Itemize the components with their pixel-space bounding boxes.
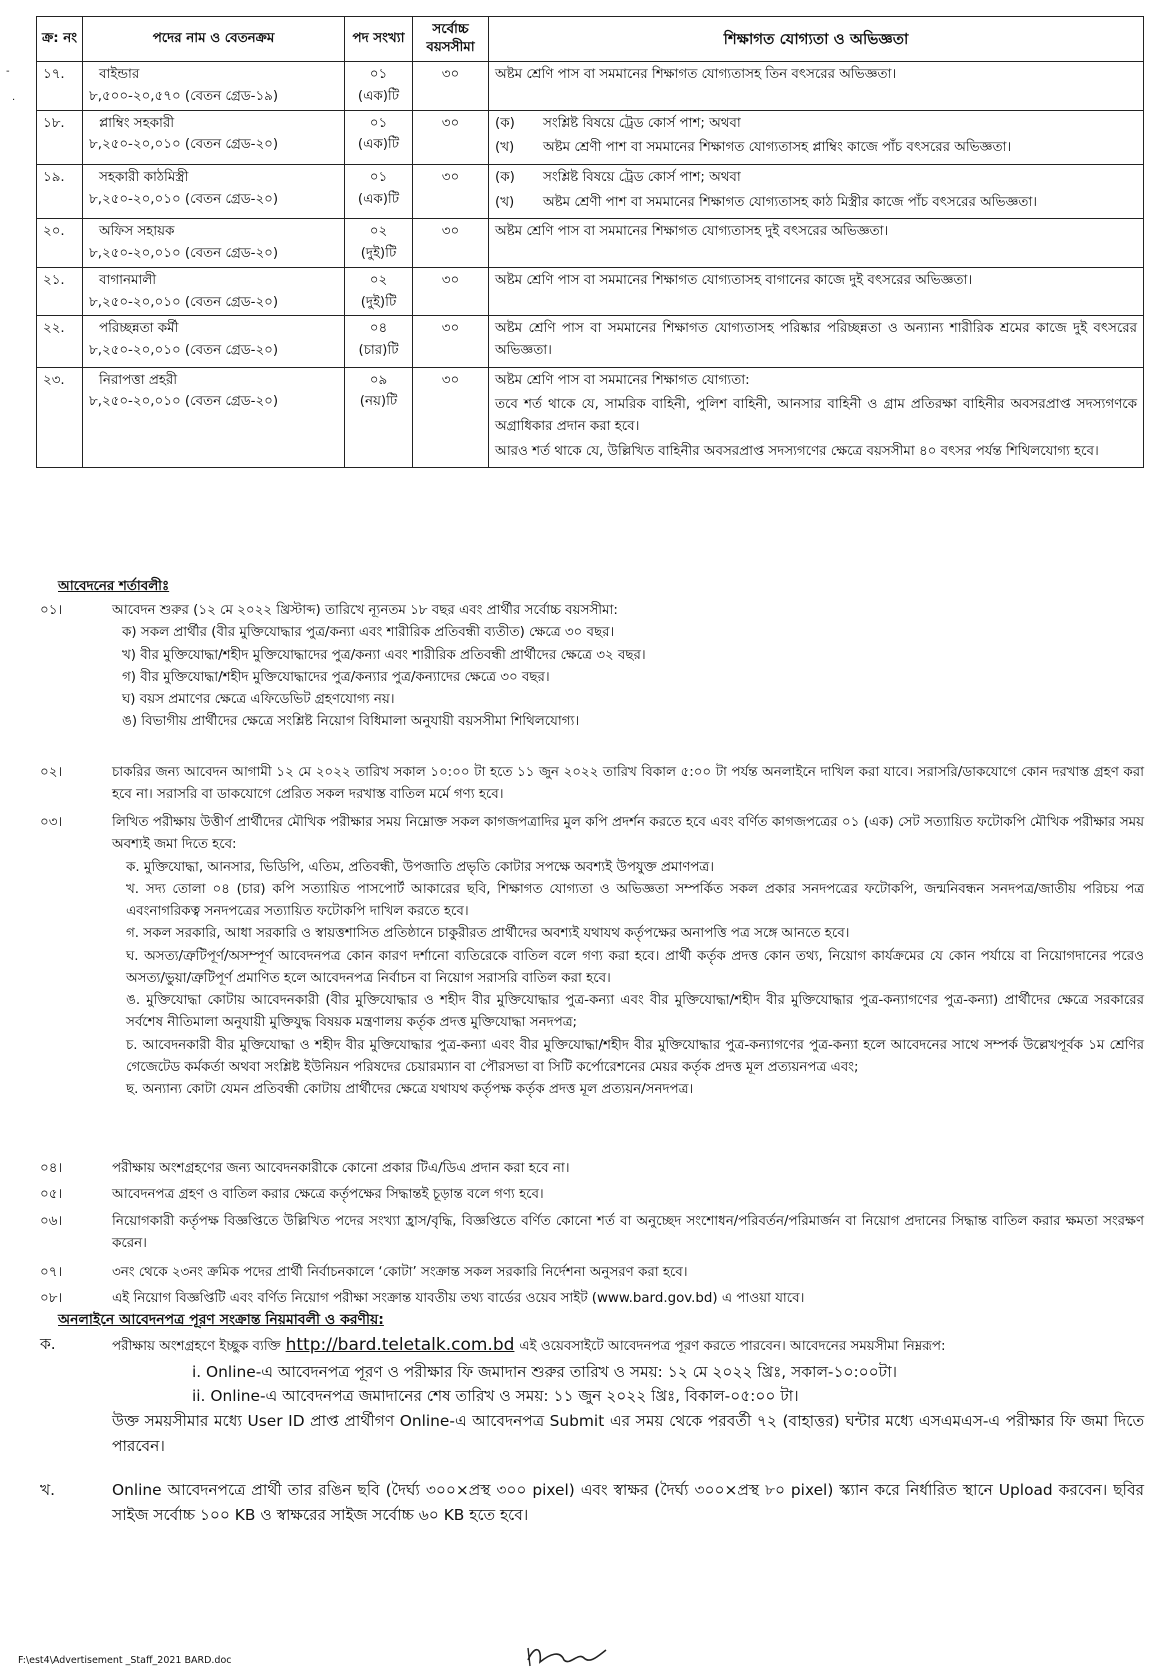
online-b-key: খ. [40, 1481, 55, 1499]
condition-text: আবেদনপত্র গ্রহণ ও বাতিল করার ক্ষেত্রে কর্তৃপক্ষের সিদ্ধান্তই চূড়ান্ত বলে গণ্য হবে। [112, 1187, 544, 1202]
condition-sub-item: ঘ. অসত্য/ত্রুটিপূর্ণ/অসম্পূর্ণ আবেদনপত্র কোন কারণ দর্শানো ব্যতিরেকে বাতিল বলে গণ্য করা হবে। প্রার্থী কর্তৃক প্রদত্ত কোন তথ্য, নিয়োগ কার্যক্রমের যে কোন পর্যায়ে বা নিয়োগদানের পরেও অসত্য/ভুয়া/ত্রুটিপূর্ণ প্রমাণিত হলে আবেদনপত্র নির্বাচন বা নিয়োগ সরাসরি বাতিল করা হবে। [126, 948, 1144, 986]
condition-number: ০৫। [40, 1187, 63, 1202]
online-a-post: এই ওয়েবসাইটে আবেদনপত্র পূরণ করতে পারবেন। আবেদনের সময়সীমা নিম্নরূপ: [519, 1339, 946, 1354]
cell-qualification [489, 267, 1144, 315]
condition-sub-item: চ. আবেদনকারী বীর মুক্তিযোদ্ধা ও শহীদ বীর মুক্তিযোদ্ধার পুত্র-কন্যা এবং বীর মুক্তিযোদ্ধা/শহীদ বীর মুক্তিযোদ্ধার পুত্র-কন্যাগণের পুত্র-কন্যা হলে আবেদনের সাথে সম্পর্ক উল্লেখপূর্বক ১ম শ্রেণির গেজেটেড কর্মকর্তা অথবা সংশ্লিষ্ট ইউনিয়ন পরিষদের চেয়ারম্যান বা পৌরসভা বা সিটি কর্পোরেশনের মেয়র কর্তৃক প্রদত্ত মূল প্রত্যয়নপত্র এবং; [126, 1037, 1144, 1075]
condition-sub-item: গ. সকল সরকারি, আধা সরকারি ও স্বায়ত্তশাসিত প্রতিষ্ঠানে চাকুরীরত প্রার্থীদের অবশ্যই যথাযথ কর্তৃপক্ষের অনাপত্তি পত্র সঙ্গে আনতে হবে। [126, 926, 850, 942]
cell-serial: ২০. [37, 219, 83, 267]
qualification-line: অষ্টম শ্রেণি পাস বা সমমানের শিক্ষাগত যোগ্যতাসহ দুই বৎসরের অভিজ্ঞতা। [495, 224, 889, 240]
file-path-footer: F:\est4\Advertisement _Staff_2021 BARD.doc [18, 1655, 232, 1666]
post-name: প্লাম্বিং সহকারী [99, 115, 175, 131]
qualification-option-b [495, 137, 1137, 159]
condition-item [40, 812, 1144, 1101]
condition-number: ০৬। [40, 1214, 63, 1229]
option-key: (খ) [495, 140, 515, 156]
cell-count [345, 367, 413, 468]
online-item-b [40, 1478, 1144, 1528]
condition-number: ০২। [40, 765, 63, 780]
cell-count [345, 165, 413, 219]
cell-serial: ১৮. [37, 110, 83, 164]
cell-count [345, 219, 413, 267]
option-key: (ক) [495, 115, 515, 131]
condition-item [40, 762, 1144, 807]
header-age: সর্বোচ্চ বয়সসীমা [413, 17, 489, 62]
condition-sub-item: খ. সদ্য তোলা ০৪ (চার) কপি সত্যায়িত পাসপোর্ট আকারের ছবি, শিক্ষাগত যোগ্যতা ও অভিজ্ঞতা সম্পর্কিত সকল প্রকার সনদপত্রের ফটোকপি, জন্মনিবন্ধন সনদপত্র/জাতীয় পরিচয় পত্র এবংনাগরিকত্ব সনদপত্রের সত্যায়িত ফটোকপি দাখিল করতে হবে। [126, 881, 1144, 919]
condition-text: ৩নং থেকে ২৩নং ক্রমিক পদের প্রার্থী নির্বাচনকালে ‘কোটা’ সংক্রান্ত সকল সরকারি নির্দেশনা অনুসরণ করা হবে। [112, 1265, 688, 1280]
cell-count [345, 62, 413, 110]
cell-age: ৩০ [413, 316, 489, 367]
cell-qualification [489, 62, 1144, 110]
condition-number: ০৮। [40, 1291, 63, 1306]
condition-sub-item: ক) সকল প্রার্থীর (বীর মুক্তিযোদ্ধার পুত্র/কন্যা এবং শারীরিক প্রতিবন্ধী ব্যতীত) ক্ষেত্রে ৩০ বছর। [122, 625, 615, 641]
post-name: সহকারী কাঠমিস্ত্রী [99, 170, 189, 185]
cell-age: ৩০ [413, 110, 489, 164]
table-row [37, 267, 1144, 315]
online-a-i: i. Online-এ আবেদনপত্র পূরণ ও পরীক্ষার ফি জমাদান শুরুর তারিখ ও সময়: ১২ মে ২০২২ খ্রিঃ, সকাল-১০:০০টা। [192, 1362, 898, 1381]
condition-text: চাকরির জন্য আবেদন আগামী ১২ মে ২০২২ তারিখ সকাল ১০:০০ টা হতে ১১ জুন ২০২২ তারিখ বিকাল ৫:০০ টা পর্যন্ত অনলাইনে দাখিল করা যাবে। সরাসরি/ডাকযোগে কোন দরখাস্ত গ্রহণ করা হবে না। সরাসরি বা ডাকযোগে প্রেরিত সকল দরখাস্ত বাতিল মর্মে গণ্য হবে। [112, 765, 1144, 803]
table-row [37, 316, 1144, 367]
condition-item [40, 1158, 1144, 1180]
cell-age: ৩০ [413, 267, 489, 315]
pay-scale: ৮,২৫০-২০,০১০ (বেতন গ্রেড-২০) [89, 137, 279, 153]
cell-count [345, 110, 413, 164]
pay-scale: ৮,২৫০-২০,০১০ (বেতন গ্রেড-২০) [89, 246, 279, 262]
post-count-words: (এক)টি [357, 88, 400, 104]
condition-number: ০৩। [40, 815, 63, 830]
condition-sub-item: ঙ. মুক্তিযোদ্ধা কোটায় আবেদনকারী (বীর মুক্তিযোদ্ধার ও শহীদ বীর মুক্তিযোদ্ধার পুত্র-কন্যা এবং বীর মুক্তিযোদ্ধা/শহীদ বীর মুক্তিযোদ্ধার পুত্র-কন্যাগণের পুত্র-কন্যা) প্রার্থীদের ক্ষেত্রে সরকারের সর্বশেষ নীতিমালা অনুযায়ী মুক্তিযুদ্ধ বিষয়ক মন্ত্রণালয় কর্তৃক প্রদত্ত মুক্তিযোদ্ধা সনদপত্র; [126, 993, 1144, 1031]
post-count: ০৪ [369, 321, 388, 337]
post-name: নিরাপত্তা প্রহরী [99, 372, 178, 388]
header-qualification: শিক্ষাগত যোগ্যতা ও অভিজ্ঞতা [489, 17, 1144, 62]
qualification-line: অষ্টম শ্রেণি পাস বা সমমানের শিক্ষাগত যোগ্যতা: [495, 372, 750, 388]
cell-count [345, 316, 413, 367]
option-text: অষ্টম শ্রেণী পাশ বা সমমানের শিক্ষাগত যোগ্যতাসহ কাঠ মিস্ত্রীর কাজে পাঁচ বৎসরের অভিজ্ঞতা। [543, 194, 1038, 210]
condition-sub-item: ঙ) বিভাগীয় প্রার্থীদের ক্ষেত্রে সংশ্লিষ্ট নিয়োগ বিধিমালা অনুযায়ী বয়সসীমা শিথিলযোগ্য। [122, 714, 580, 730]
cell-post [83, 165, 345, 219]
cell-serial: ২২. [37, 316, 83, 367]
qualification-option-b [495, 192, 1137, 214]
pay-scale: ৮,২৫০-২০,০১০ (বেতন গ্রেড-২০) [89, 294, 279, 310]
post-count: ০১ [369, 170, 388, 185]
cell-age: ৩০ [413, 367, 489, 468]
condition-text: আবেদন শুরুর (১২ মে ২০২২ খ্রিস্টাব্দ) তারিখে ন্যূনতম ১৮ বছর এবং প্রার্থীর সর্বোচ্চ বয়সসীমা: [112, 603, 618, 618]
condition-text: এই নিয়োগ বিজ্ঞপ্তিটি এবং বর্ণিত নিয়োগ পরীক্ষা সংক্রান্ত যাবতীয় তথ্য বার্ডের ওয়েব সাইট (www.bard.gov.bd) এ পাওয়া যাবে। [112, 1291, 805, 1306]
qualification-option-a [495, 113, 1137, 135]
condition-sub-item: ঘ) বয়স প্রমাণের ক্ষেত্রে এফিডেভিট গ্রহণযোগ্য নয়। [122, 692, 395, 707]
option-key: (ক) [495, 170, 515, 185]
qualification-line: অষ্টম শ্রেণি পাস বা সমমানের শিক্ষাগত যোগ্যতাসহ পরিষ্কার পরিচ্ছন্নতা ও অন্যান্য শারীরিক শ্রমের কাজে দুই বৎসরের অভিজ্ঞতা। [495, 321, 1137, 358]
condition-text: নিয়োগকারী কর্তৃপক্ষ বিজ্ঞপ্তিতে উল্লিখিত পদের সংখ্যা হ্রাস/বৃদ্ধি, বিজ্ঞপ্তিতে বর্ণিত কোনো শর্ত বা অনুচ্ছেদ সংশোধন/পরিবর্তন/পরিমার্জন বা নিয়োগ প্রদানের সিদ্ধান্ত বাতিল করার ক্ষমতা সংরক্ষণ করেন। [112, 1214, 1144, 1252]
condition-item [40, 1184, 1144, 1206]
conditions-title: আবেদনের শর্তাবলীঃ [58, 579, 170, 594]
online-item-a [40, 1332, 1144, 1459]
posts-table [36, 16, 1144, 468]
qualification-line: তবে শর্ত থাকে যে, সামরিক বাহিনী, পুলিশ বাহিনী, আনসার বাহিনী ও গ্রাম প্রতিরক্ষা বাহিনীর অবসরপ্রাপ্ত সদস্যগণকে অগ্রাধিকার প্রদান করা হবে। [495, 397, 1137, 435]
post-name: বাইন্ডার [99, 67, 140, 83]
table-header-row [37, 17, 1144, 62]
post-count-words: (চার)টি [358, 342, 399, 358]
condition-sub-item: ক. মুক্তিযোদ্ধা, আনসার, ভিডিপি, এতিম, প্রতিবন্ধী, উপজাতি প্রভৃতি কোটার সপক্ষে অবশ্যই উপযুক্ত প্রমাণপত্র। [126, 859, 715, 875]
cell-qualification [489, 367, 1144, 468]
cell-serial: ২৩. [37, 367, 83, 468]
table-row [37, 367, 1144, 468]
cell-serial: ২১. [37, 267, 83, 315]
cell-qualification [489, 165, 1144, 219]
signature-mark [520, 1636, 630, 1676]
cell-age: ৩০ [413, 219, 489, 267]
post-count-words: (নয়)টি [359, 394, 398, 410]
pay-scale: ৮,২৫০-২০,০১০ (বেতন গ্রেড-২০) [89, 342, 279, 358]
qualification-line: অষ্টম শ্রেণি পাস বা সমমানের শিক্ষাগত যোগ্যতাসহ তিন বৎসরের অভিজ্ঞতা। [495, 67, 897, 83]
online-a-note: উক্ত সময়সীমার মধ্যে User ID প্রাপ্ত প্রার্থীগণ Online-এ আবেদনপত্র Submit এর সময় থেকে পরবর্তী ৭২ (বাহাত্তর) ঘন্টার মধ্যে এসএমএস-এ পরীক্ষার ফি জমা দিতে পারবেন। [112, 1412, 1144, 1456]
condition-number: ০৭। [40, 1265, 63, 1280]
post-count: ০২ [369, 272, 388, 288]
post-count-words: (দুই)টি [360, 294, 397, 310]
post-count-words: (দুই)টি [360, 246, 397, 262]
condition-text: পরীক্ষায় অংশগ্রহণের জন্য আবেদনকারীকে কোনো প্রকার টিএ/ডিএ প্রদান করা হবে না। [112, 1161, 570, 1176]
cell-age: ৩০ [413, 165, 489, 219]
table-row [37, 165, 1144, 219]
cell-post [83, 62, 345, 110]
post-count: ০১ [369, 67, 388, 83]
pay-scale: ৮,২৫০-২০,০১০ (বেতন গ্রেড-২০) [89, 191, 279, 207]
margin-mark: ‑ [6, 66, 10, 77]
cell-post [83, 367, 345, 468]
header-count: পদ সংখ্যা [345, 17, 413, 62]
condition-item [40, 1288, 1144, 1310]
post-count: ০৯ [369, 372, 388, 388]
table-row [37, 62, 1144, 110]
post-count: ০২ [369, 224, 388, 240]
header-serial: ক্র: নং [37, 17, 83, 62]
cell-post [83, 316, 345, 367]
online-a-key: ক. [40, 1335, 56, 1353]
condition-item [40, 600, 1144, 734]
online-a-pre: পরীক্ষায় অংশগ্রহণে ইচ্ছুক ব্যক্তি [112, 1339, 281, 1354]
qualification-line: আরও শর্ত থাকে যে, উল্লিখিত বাহিনীর অবসরপ্রাপ্ত সদস্যগণের ক্ষেত্রে বয়সসীমা ৪০ বৎসর পর্যন্ত শিথিলযোগ্য হবে। [495, 443, 1099, 459]
qualification-option-a [495, 167, 1137, 189]
cell-post [83, 110, 345, 164]
cell-count [345, 267, 413, 315]
option-key: (খ) [495, 194, 515, 210]
cell-age: ৩০ [413, 62, 489, 110]
condition-item [40, 1211, 1144, 1256]
cell-qualification [489, 110, 1144, 164]
cell-qualification [489, 316, 1144, 367]
cell-post [83, 267, 345, 315]
post-count: ০১ [369, 115, 388, 131]
cell-qualification [489, 219, 1144, 267]
online-a-ii: ii. Online-এ আবেদনপত্র জমাদানের শেষ তারিখ ও সময়: ১১ জুন ২০২২ খ্রিঃ, বিকাল-০৫:০০ টা। [192, 1387, 799, 1406]
option-text: অষ্টম শ্রেণী পাশ বা সমমানের শিক্ষাগত যোগ্যতাসহ প্লাম্বিং কাজে পাঁচ বৎসরের অভিজ্ঞতা। [543, 140, 1012, 156]
pay-scale: ৮,৫০০-২০,৫৭০ (বেতন গ্রেড-১৯) [89, 88, 279, 104]
table-row [37, 219, 1144, 267]
margin-mark: . [12, 92, 16, 103]
teletalk-link[interactable]: http://bard.teletalk.com.bd [285, 1335, 515, 1355]
cell-serial: ১৯. [37, 165, 83, 219]
post-count-words: (এক)টি [357, 191, 400, 207]
condition-number: ০১। [40, 603, 63, 618]
condition-sub-item: ছ. অন্যান্য কোটা যেমন প্রতিবন্ধী কোটায় প্রার্থীদের ক্ষেত্রে যথাযথ কর্তৃপক্ষ কর্তৃক প্রদত্ত মূল প্রত্যয়ন/সনদপত্র। [126, 1082, 694, 1097]
post-name: পরিচ্ছন্নতা কর্মী [99, 321, 179, 337]
option-text: সংশ্লিষ্ট বিষয়ে ট্রেড কোর্স পাশ; অথবা [543, 170, 741, 185]
post-name: বাগানমালী [99, 272, 157, 288]
cell-serial: ১৭. [37, 62, 83, 110]
cell-post [83, 219, 345, 267]
post-count-words: (এক)টি [357, 137, 400, 153]
condition-item [40, 1262, 1144, 1284]
online-title: অনলাইনে আবেদনপত্র পূরণ সংক্রান্ত নিয়মাবলী ও করণীয়: [58, 1312, 384, 1328]
qualification-line: অষ্টম শ্রেণি পাস বা সমমানের শিক্ষাগত যোগ্যতাসহ বাগানের কাজে দুই বৎসরের অভিজ্ঞতা। [495, 272, 973, 288]
condition-text: লিখিত পরীক্ষায় উত্তীর্ণ প্রার্থীদের মৌখিক পরীক্ষার সময় নিম্নোক্ত সকল কাগজপত্রাদির মুল কপি প্রদর্শন করতে হবে এবং বর্ণিত কাগজপত্রের ০১ (এক) সেট সত্যায়িত ফটোকপি মৌখিক পরীক্ষার সময় অবশ্যই জমা দিতে হবে: [112, 815, 1144, 853]
online-b-text: Online আবেদনপত্রে প্রার্থী তার রঙিন ছবি (দৈর্ঘ্য ৩০০×প্রস্থ ৩০০ pixel) এবং স্বাক্ষর (দৈর্ঘ্য ৩০০×প্রস্থ ৮০ pixel) স্ক্যান করে নির্ধারিত স্থানে Upload করবেন। ছবির সাইজ সর্বোচ্চ ১০০ KB ও স্বাক্ষরের সাইজ সর্বোচ্চ ৬০ KB হতে হবে। [112, 1481, 1144, 1524]
post-name: অফিস সহায়ক [99, 224, 175, 240]
condition-number: ০৪। [40, 1161, 63, 1176]
condition-sub-item: গ) বীর মুক্তিযোদ্ধা/শহীদ মুক্তিযোদ্ধাদের পুত্র/কন্যার পুত্র/কন্যাদের ক্ষেত্রে ৩০ বছর। [122, 669, 550, 685]
header-post: পদের নাম ও বেতনক্রম [83, 17, 345, 62]
option-text: সংশ্লিষ্ট বিষয়ে ট্রেড কোর্স পাশ; অথবা [543, 115, 741, 131]
pay-scale: ৮,২৫০-২০,০১০ (বেতন গ্রেড-২০) [89, 394, 279, 410]
condition-sub-item: খ) বীর মুক্তিযোদ্ধা/শহীদ মুক্তিযোদ্ধাদের পুত্র/কন্যা এবং শারীরিক প্রতিবন্ধী প্রার্থীদের ক্ষেত্রে ৩২ বছর। [122, 647, 646, 663]
table-row [37, 110, 1144, 164]
